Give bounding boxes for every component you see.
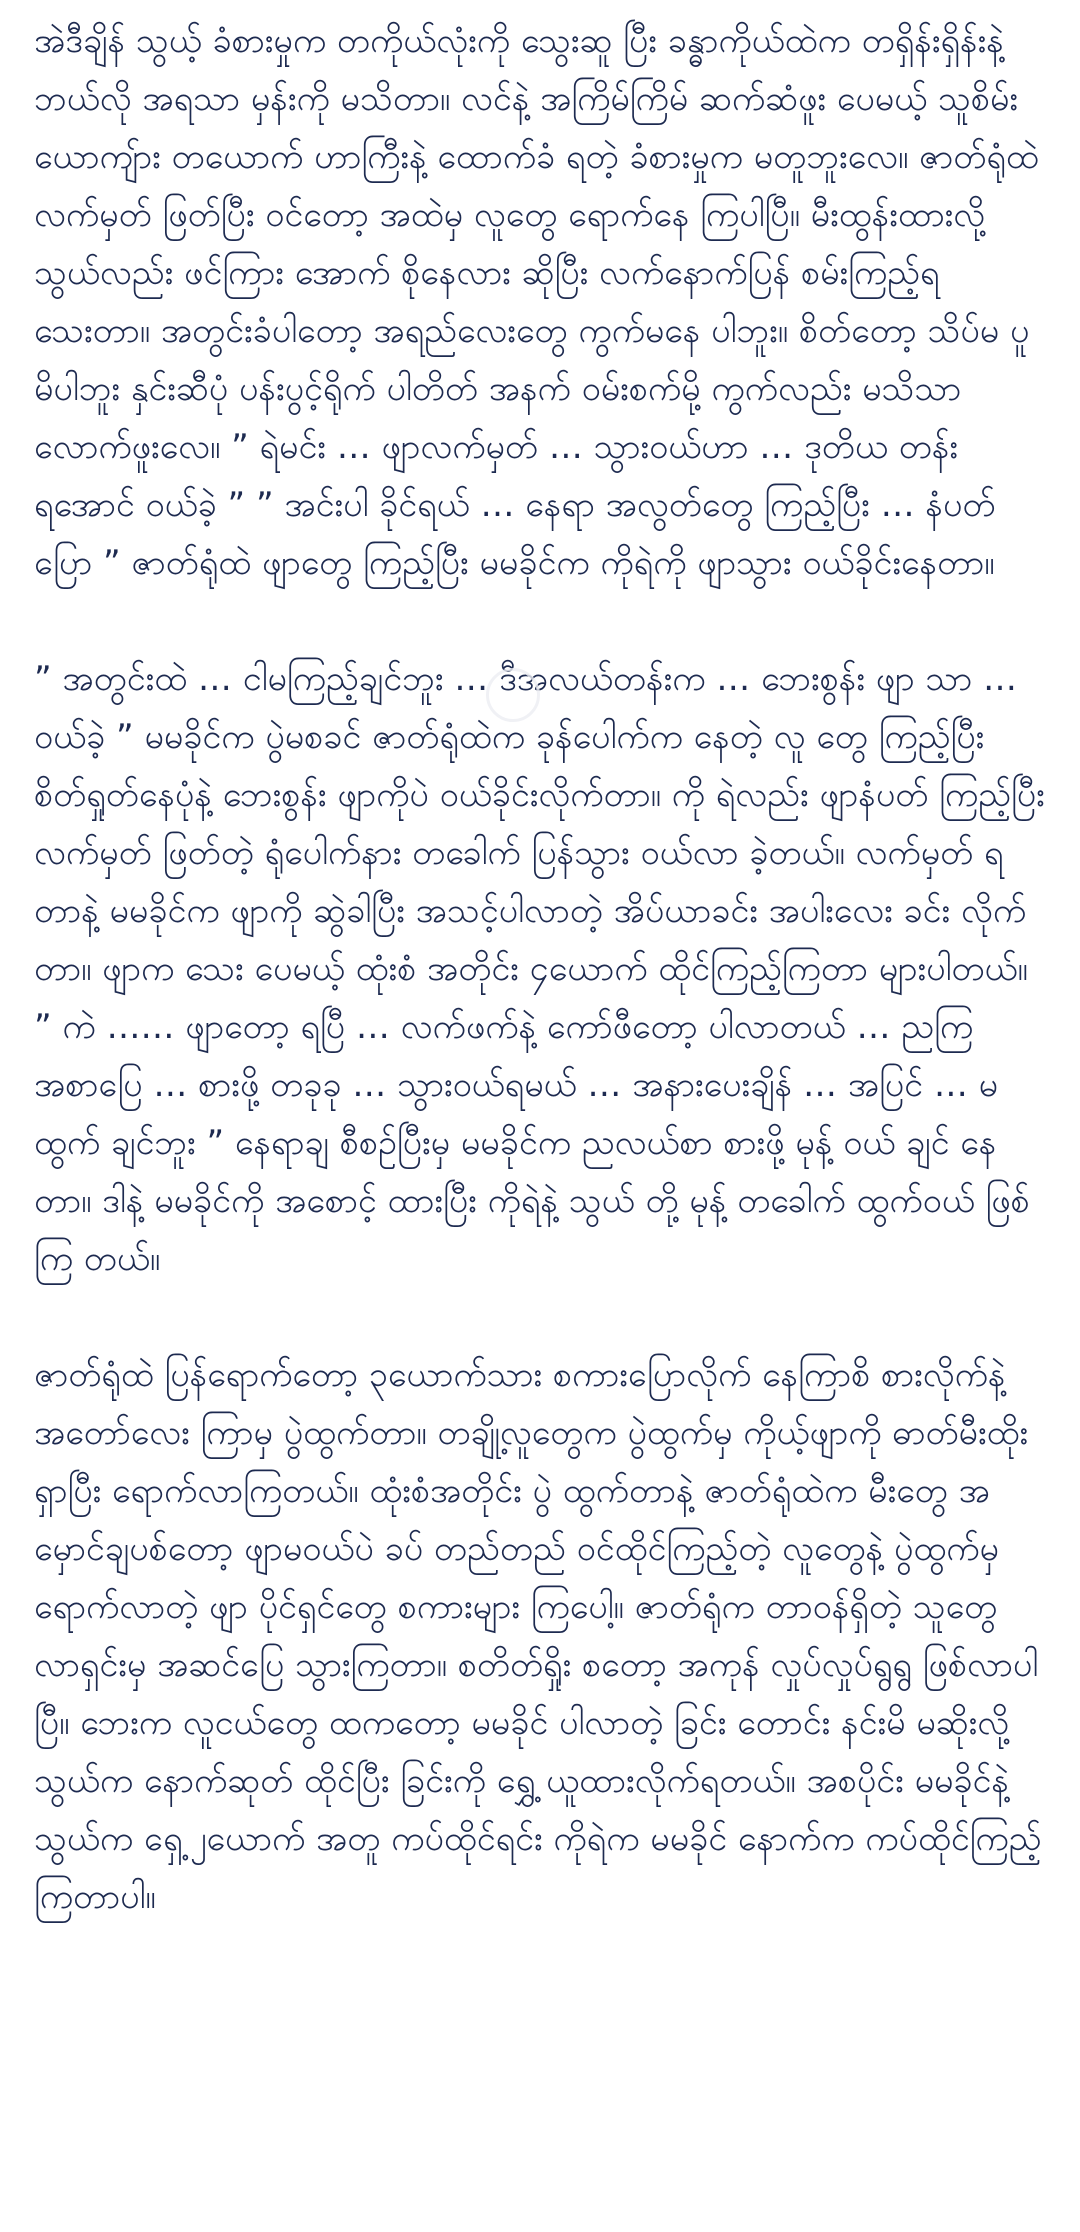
article-body <box>34 12 1046 1926</box>
watermark-circle-icon <box>486 668 540 722</box>
paragraph-3: ဇာတ်ရုံထဲ ပြန်ရောက်တော့ ၃ယောက်သား စကားပြောလိုက် နေကြာစိ စားလိုက်နဲ့ အတော်လေး ကြာမှ ပွဲထွက်တာ။ တချို့လူတွေက ပွဲထွက်မှ ကိုယ့်ဖျာကို ဓာတ်မီးထိုး ရှာပြီး ရောက်လာကြတယ်။ ထုံးစံအတိုင်း ပွဲ ထွက်တာနဲ့ ဇာတ်ရုံထဲက မီးတွေ အမှောင်ချပစ်တော့ ဖျာမဝယ်ပဲ ခပ် တည်တည် ဝင်ထိုင်ကြည့်တဲ့ လူတွေနဲ့ ပွဲထွက်မှ ရောက်လာတဲ့ ဖျာ ပိုင်ရှင်တွေ စကားများ ကြပေါ့။ ဇာတ်ရုံက တာဝန်ရှိတဲ့ သူတွေ လာရှင်းမှ အဆင်ပြေ သွားကြတာ။ စတိတ်ရှိုး စတော့ အကုန် လှုပ်လှုပ်ရွရွ ဖြစ်လာပါပြီ။ ဘေးက လူငယ်တွေ ထကတော့ မမခိုင် ပါလာတဲ့ ခြင်း တောင်း နင်းမိ မဆိုးလို့ သွယ်က နောက်ဆုတ် ထိုင်ပြီး ခြင်းကို ရွှေ့ ယူထားလိုက်ရတယ်။ အစပိုင်း မမခိုင်နဲ့ သွယ်က ရှေ့၂ယောက် အတူ ကပ်ထိုင်ရင်း ကိုရဲက မမခိုင် နောက်က ကပ်ထိုင်ကြည့်ကြတာပါ။ <box>34 1355 1042 1917</box>
paragraph-1: အဲဒီချိန် သွယ့် ခံစားမှုက တကိုယ်လုံးကို သွေးဆူ ပြီး ခန္ဓာကိုယ်ထဲက တရှိန်းရှိန်းနဲ့ ဘယ်လို အရသာ မှန်းကို မသိတာ။ လင်နဲ့ အကြိမ်ကြိမ် ဆက်ဆံဖူး ပေမယ့် သူစိမ်း ယောကျ်ား တယောက် ဟာကြီးနဲ့ ထောက်ခံ ရတဲ့ ခံစားမှုက မတူဘူးလေ။ ဇာတ်ရုံထဲ လက်မှတ် ဖြတ်ပြီး ဝင်တော့ အထဲမှ လူတွေ ရောက်နေ ကြပါပြီ။ မီးထွန်းထားလို့ သွယ်လည်း ဖင်ကြား အောက် စိုနေလား ဆိုပြီး လက်နောက်ပြန် စမ်းကြည့်ရ သေးတာ။ အတွင်းခံပါတော့ အရည်လေးတွေ ကွက်မနေ ပါဘူး။ စိတ်တော့ သိပ်မ ပူမိပါဘူး နှင်းဆီပုံ ပန်းပွင့်ရိုက် ပါတိတ် အနက် ဝမ်းစက်မို့ ကွက်လည်း မသိသာ လောက်ဖူးလေ။ ” ရဲမင်း … ဖျာလက်မှတ် … သွားဝယ်ဟာ … ဒုတိယ တန်း ရအောင် ဝယ်ခဲ့ ” ” အင်းပါ ခိုင်ရယ် … နေရာ အလွတ်တွေ ကြည့်ပြီး … နံပတ်ပြော ” ဇာတ်ရုံထဲ ဖျာတွေ ကြည့်ပြီး မမခိုင်က ကိုရဲကို ဖျာသွား ဝယ်ခိုင်းနေတာ။ <box>34 21 1039 583</box>
paragraph-2: ” အတွင်းထဲ … ငါမကြည့်ချင်ဘူး … ဒီအလယ်တန်းက … ဘေးစွန်း ဖျာ သာ … ဝယ်ခဲ့ ” မမခိုင်က ပွဲမစခင် ဇာတ်ရုံထဲက ခုန်ပေါက်က နေတဲ့ လူ တွေ ကြည့်ပြီး စိတ်ရှုတ်နေပုံနဲ့ ဘေးစွန်း ဖျာကိုပဲ ဝယ်ခိုင်းလိုက်တာ။ ကို ရဲလည်း ဖျာနံပတ် ကြည့်ပြီး လက်မှတ် ဖြတ်တဲ့ ရုံပေါက်နား တခေါက် ပြန်သွား ဝယ်လာ ခဲ့တယ်။ လက်မှတ် ရတာနဲ့ မမခိုင်က ဖျာကို ဆွဲခါပြီး အသင့်ပါလာတဲ့ အိပ်ယာခင်း အပါးလေး ခင်း လိုက်တာ။ ဖျာက သေး ပေမယ့် ထုံးစံ အတိုင်း ၄ယောက် ထိုင်ကြည့်ကြတာ များပါတယ်။ ” ကဲ …… ဖျာတော့ ရပြီ … လက်ဖက်နဲ့ ကော်ဖီတော့ ပါလာတယ် … ညကြ အစာပြေ … စားဖို့ တခုခု … သွားဝယ်ရမယ် … အနားပေးချိန် … အပြင် … မထွက် ချင်ဘူး ” နေရာချ စီစဉ်ပြီးမှ မမခိုင်က ညလယ်စာ စားဖို့ မုန့် ဝယ် ချင် နေတာ။ ဒါနဲ့ မမခိုင်ကို အစောင့် ထားပြီး ကိုရဲနဲ့ သွယ် တို့ မုန့် တခေါက် ထွက်ဝယ် ဖြစ်ကြ တယ်။ <box>34 659 1045 1279</box>
